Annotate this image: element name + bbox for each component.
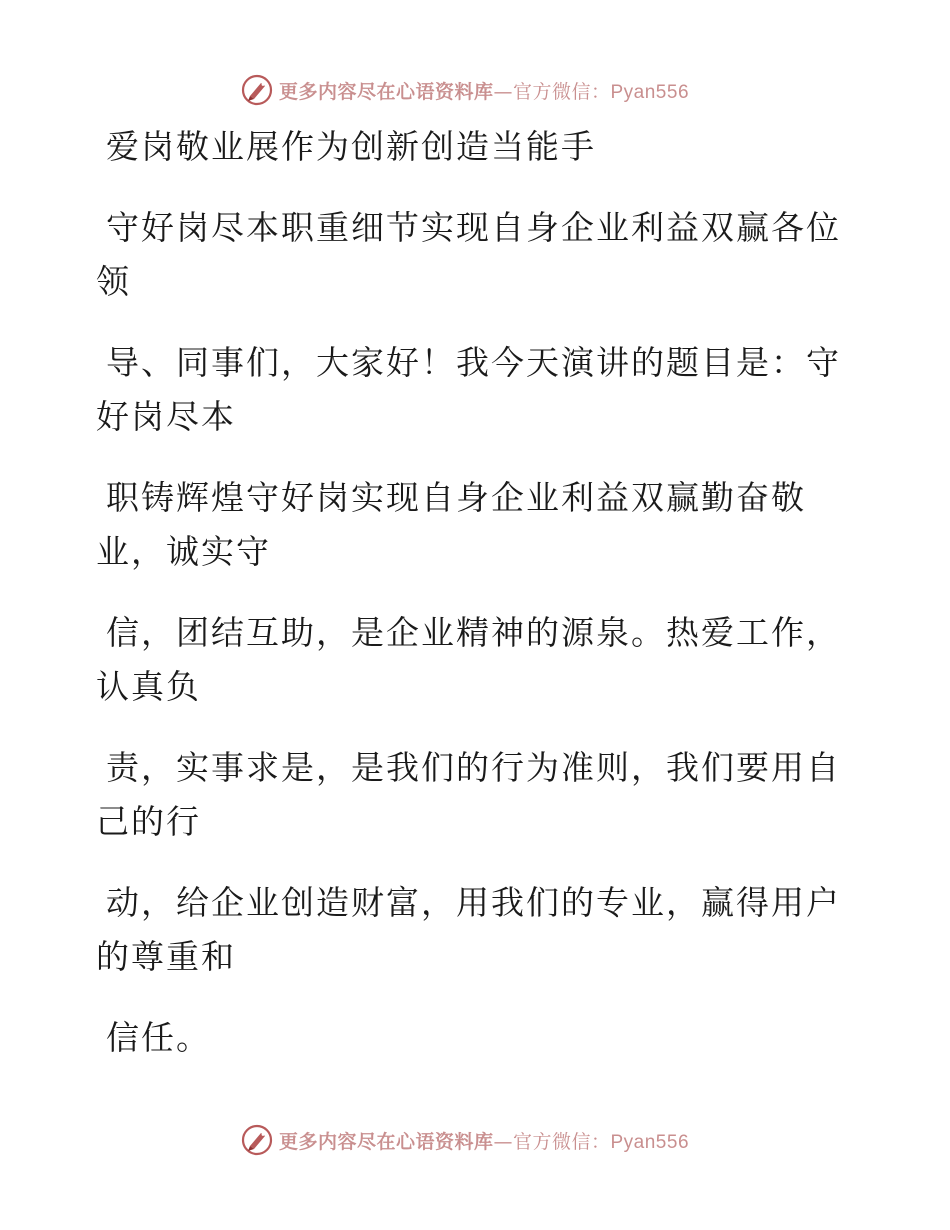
- header-wechat-id: Pyan556: [610, 81, 690, 103]
- header-banner-inner: [241, 74, 689, 106]
- paragraph-line: 好岗尽本: [96, 397, 236, 436]
- paragraph: [96, 606, 841, 714]
- header-banner-text: [279, 77, 689, 104]
- paragraph-line: 己的行: [96, 802, 201, 841]
- footer-wechat-id: Pyan556: [610, 1131, 690, 1153]
- pen-nib-logo-icon: [241, 74, 273, 106]
- paragraph: [96, 471, 836, 579]
- header-dash: —: [493, 80, 513, 103]
- paragraph-line: 认真负: [96, 667, 201, 706]
- paragraph: [96, 876, 841, 984]
- paragraph: [96, 741, 841, 849]
- footer-banner: [0, 1120, 950, 1160]
- header-banner: [0, 70, 950, 110]
- pen-nib-logo-icon: [241, 1124, 273, 1156]
- paragraph: [96, 1011, 836, 1065]
- paragraph-line: 信任。: [106, 1018, 211, 1057]
- footer-dash: —: [493, 1130, 513, 1153]
- header-wechat-label: 官方微信：: [512, 80, 611, 103]
- paragraph-line: 责，实事求是，是我们的行为准则，我们要用自: [106, 748, 841, 787]
- paragraph-line: 职铸辉煌守好岗实现自身企业利益双赢勤奋敬: [106, 478, 806, 517]
- header-site-name: 更多内容尽在心语资料库: [278, 80, 494, 103]
- paragraph: [96, 336, 841, 444]
- paragraph-title: [96, 120, 836, 174]
- paragraph-line: 守好岗尽本职重细节实现自身企业利益双赢各位: [106, 208, 841, 247]
- paragraph-line: 爱岗敬业展作为创新创造当能手: [106, 127, 596, 166]
- paragraph: [96, 201, 841, 309]
- footer-banner-text: [279, 1127, 689, 1154]
- document-body: [96, 120, 841, 1092]
- paragraph-line: 业，诚实守: [96, 532, 271, 571]
- footer-banner-inner: [241, 1124, 689, 1156]
- paragraph-line: 信，团结互助，是企业精神的源泉。热爱工作，: [106, 613, 841, 652]
- paragraph-line: 动，给企业创造财富，用我们的专业，赢得用户: [106, 883, 841, 922]
- footer-site-name: 更多内容尽在心语资料库: [278, 1130, 494, 1153]
- paragraph-line: 领: [96, 262, 131, 301]
- footer-wechat-label: 官方微信：: [512, 1130, 611, 1153]
- paragraph-line: 导、同事们，大家好！我今天演讲的题目是：守: [106, 343, 841, 382]
- paragraph-line: 的尊重和: [96, 937, 236, 976]
